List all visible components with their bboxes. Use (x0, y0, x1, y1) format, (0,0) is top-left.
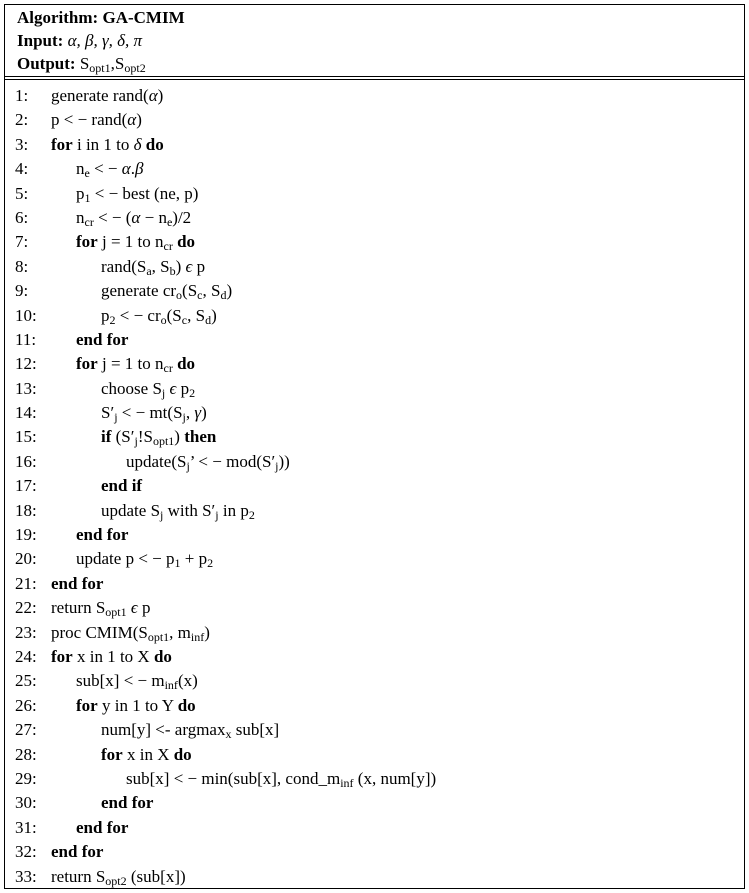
line-text: sub[x] < − min(sub[x], $cond\_m_{inf}$ (x, num[y]) (126, 768, 437, 790)
line-number: 7: (15, 232, 29, 252)
line-text: generate $cr_o(S_c$, $S_d$) (101, 281, 233, 303)
line-number: 10: (15, 305, 37, 325)
line-number: 32: (15, 842, 37, 862)
algorithm-box (4, 4, 745, 889)
line-text: return $S_{opt2}$ (sub[x]) (51, 866, 186, 888)
algorithm-line (5, 840, 744, 864)
line-text: update $S_j$ with $S'_j$ in $p_2$ (101, 500, 255, 522)
line-number: 4: (15, 159, 29, 179)
line-number: 5: (15, 183, 29, 203)
algorithm-line (5, 791, 744, 815)
line-text: end for (76, 817, 129, 837)
line-text: end if (101, 476, 143, 496)
line-text: end for (101, 793, 154, 813)
line-number: 23: (15, 622, 37, 642)
line-number: 15: (15, 427, 37, 447)
algorithm-input: Input: α, β, γ, δ, π (17, 31, 143, 50)
line-number: 8: (15, 256, 29, 276)
line-number: 31: (15, 817, 37, 837)
algorithm-line (5, 377, 744, 401)
line-number: 21: (15, 573, 37, 593)
algorithm-line (5, 523, 744, 547)
line-text: update p < − $p_1 + p_2$ (76, 549, 214, 571)
algorithm-line (5, 621, 744, 645)
algorithm-line (5, 84, 744, 108)
algorithm-line (5, 499, 744, 523)
line-number: 16: (15, 451, 37, 471)
line-text: generate rand(α) (51, 86, 164, 105)
algorithm-line (5, 743, 744, 767)
algorithm-line (5, 718, 744, 742)
algorithm-name: GA-CMIM (102, 8, 185, 27)
line-text: for i in 1 to δ do (51, 134, 164, 154)
line-number: 17: (15, 476, 37, 496)
line-number: 25: (15, 671, 37, 691)
line-text: for j = 1 to $n_{cr}$ do (76, 354, 196, 376)
algorithm-line (5, 816, 744, 840)
line-number: 22: (15, 598, 37, 618)
line-text: end for (76, 329, 129, 349)
line-number: 30: (15, 793, 37, 813)
line-text: $n_e$ < − α.β (76, 159, 144, 181)
line-text: $n_{cr}$ < − $(\alpha - n_e)/2$ (76, 207, 192, 229)
algorithm-line (5, 182, 744, 206)
line-text: p < − rand(α) (51, 110, 142, 130)
line-text: $S'_j$ < − $mt(S_j$, γ) (101, 403, 207, 425)
line-text: end for (51, 573, 104, 593)
line-number: 14: (15, 403, 37, 423)
algorithm-line (5, 230, 744, 254)
output-value: $S_{opt1},S_{opt2}$ (79, 54, 146, 75)
line-text: if $(S'_j!S_{opt1})$ then (101, 427, 217, 449)
header-rule-top (5, 76, 744, 77)
algorithm-line (5, 157, 744, 181)
algorithm-line (5, 547, 744, 571)
line-number: 3: (15, 134, 29, 154)
algorithm-line (5, 304, 744, 328)
algorithm-line (5, 450, 744, 474)
algorithm-line (5, 694, 744, 718)
line-number: 29: (15, 768, 37, 788)
line-number: 6: (15, 207, 29, 227)
algorithm-line (5, 572, 744, 596)
algorithm-line (5, 425, 744, 449)
line-text: $p_2$ < − $cr_o(S_c$, $S_d$) (101, 305, 217, 327)
line-number: 18: (15, 500, 37, 520)
line-number: 11: (15, 329, 37, 349)
line-number: 33: (15, 866, 37, 886)
algorithm-title: Algorithm: GA-CMIM (17, 8, 185, 27)
algorithm-line (5, 328, 744, 352)
algorithm-line (5, 206, 744, 230)
line-text: choose $S_j$ ϵ $p_2$ (101, 378, 196, 400)
line-number: 20: (15, 549, 37, 569)
algorithm-line (5, 669, 744, 693)
algorithm-line (5, 255, 744, 279)
line-number: 2: (15, 110, 29, 130)
algorithm-line (5, 133, 744, 157)
algorithm-line (5, 865, 744, 889)
algorithm-line (5, 401, 744, 425)
line-number: 1: (15, 86, 29, 105)
line-text: sub[x] < − $m_{inf}(x)$ (76, 671, 198, 693)
line-text: $p_1$ < − best (ne, p) (76, 183, 199, 205)
line-text: $update(S_j$’ < − $mod(S'_j)$) (126, 451, 290, 473)
algorithm-header (5, 5, 744, 76)
algorithm-line (5, 474, 744, 498)
algorithm-line (5, 279, 744, 303)
algorithm-line (5, 352, 744, 376)
algorithm-body (5, 80, 744, 889)
line-number: 26: (15, 695, 37, 715)
line-text: end for (76, 525, 129, 545)
line-number: 13: (15, 378, 37, 398)
line-number: 27: (15, 720, 37, 740)
line-text: for y in 1 to Y do (76, 695, 196, 715)
line-text: end for (51, 842, 104, 862)
algorithm-line (5, 767, 744, 791)
line-text: num[y] <- argmax$_x$ sub[x] (101, 720, 280, 742)
line-number: 28: (15, 744, 37, 764)
line-number: 19: (15, 525, 37, 545)
line-text: for x in 1 to X do (51, 646, 172, 666)
line-number: 12: (15, 354, 37, 374)
line-text: return $S_{opt1}$ ϵ p (51, 598, 151, 620)
line-text: proc $CMIM(S_{opt1}$, $m_{inf}$) (51, 622, 210, 644)
algorithm-line (5, 645, 744, 669)
line-number: 24: (15, 646, 37, 666)
line-text: for j = 1 to $n_{cr}$ do (76, 232, 196, 254)
line-text: for x in X do (101, 744, 192, 764)
algorithm-line (5, 108, 744, 132)
line-text: $rand(S_a$, $S_b$) ϵ p (101, 256, 206, 278)
algorithm-line (5, 596, 744, 620)
input-value: α, β, γ, δ, π (67, 31, 143, 50)
line-number: 9: (15, 281, 29, 301)
algorithm-output: Output: $S_{opt1},S_{opt2}$ (17, 54, 146, 75)
